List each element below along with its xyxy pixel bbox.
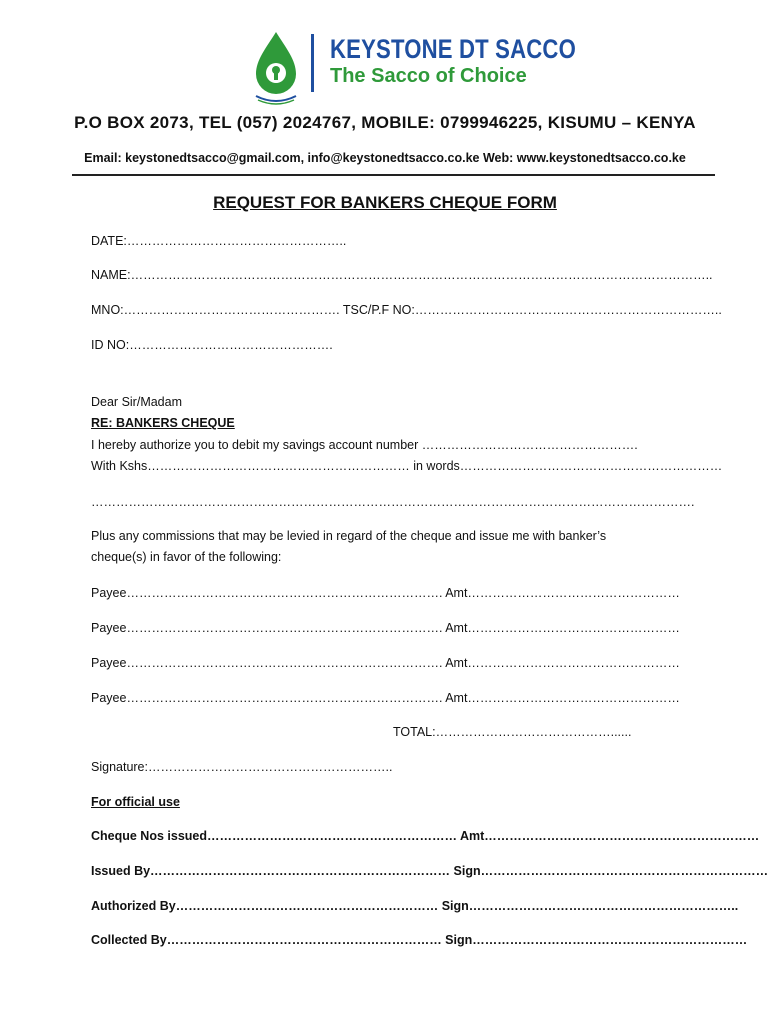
payee-line: Payee…………………………………………………………………. Amt…………………………………………… xyxy=(91,621,680,635)
commission-text: Plus any commissions that may be levied in regard of the cheque and issue me with banker’s xyxy=(91,529,607,543)
re-line: RE: BANKERS CHEQUE xyxy=(91,416,235,430)
amount-words-continued: ………………………………………………………………………………………………………………………………. xyxy=(91,495,695,509)
account-authorization: I hereby authorize you to debit my savings account number ……………………………………………. xyxy=(91,438,638,452)
signature-field: Signature:………………………………………………….. xyxy=(91,760,393,774)
payee-line: Payee…………………………………………………………………. Amt…………………………………………… xyxy=(91,656,680,670)
collected-by-line: Collected By………………………………………………………… Sign………………………………………………………… xyxy=(91,933,748,947)
date-field: DATE:…………………………………………….. xyxy=(91,234,347,248)
drop-keyhole-logo-icon xyxy=(252,30,300,106)
cheque-nos-line: Cheque Nos issued…………………………………………………… Amt………………………………………………………… xyxy=(91,829,760,843)
total-field: TOTAL:……………………………………...... xyxy=(393,725,632,739)
payee-line: Payee…………………………………………………………………. Amt…………………………………………… xyxy=(91,691,680,705)
salutation: Dear Sir/Madam xyxy=(91,395,182,409)
mno-tsc-field: MNO:……………………………………………. TSC/P.F NO:……………………………………………………………….. xyxy=(91,303,722,317)
commission-text-cont: cheque(s) in favor of the following: xyxy=(91,550,282,564)
issued-by-line: Issued By……………………………………………………………… Sign…………………………………………………………… xyxy=(91,864,769,878)
id-number-field: ID NO:…………………………………………. xyxy=(91,338,333,352)
amount-in-words: With Kshs……………………………………………………… in words……………………………………………………… xyxy=(91,459,723,473)
header-divider xyxy=(72,174,715,176)
org-name: KEYSTONE DT SACCO xyxy=(330,34,576,64)
authorized-by-line: Authorized By……………………………………………………… Sign……………………………………………………….. xyxy=(91,899,739,913)
official-use-heading: For official use xyxy=(91,795,180,809)
logo-divider xyxy=(311,34,314,92)
payee-line: Payee…………………………………………………………………. Amt…………………………………………… xyxy=(91,586,680,600)
org-tagline: The Sacco of Choice xyxy=(330,65,527,87)
name-field: NAME:………………………………………………………………………………………………………………………….. xyxy=(91,268,713,282)
postal-address: P.O BOX 2073, TEL (057) 2024767, MOBILE: 0799946225, KISUMU – KENYA xyxy=(74,113,696,132)
contact-line: Email: keystonedtsacco@gmail.com, info@keystonedtsacco.co.ke Web: www.keystonedtsacco.co.ke xyxy=(84,151,686,165)
form-title: REQUEST FOR BANKERS CHEQUE FORM xyxy=(213,193,557,212)
